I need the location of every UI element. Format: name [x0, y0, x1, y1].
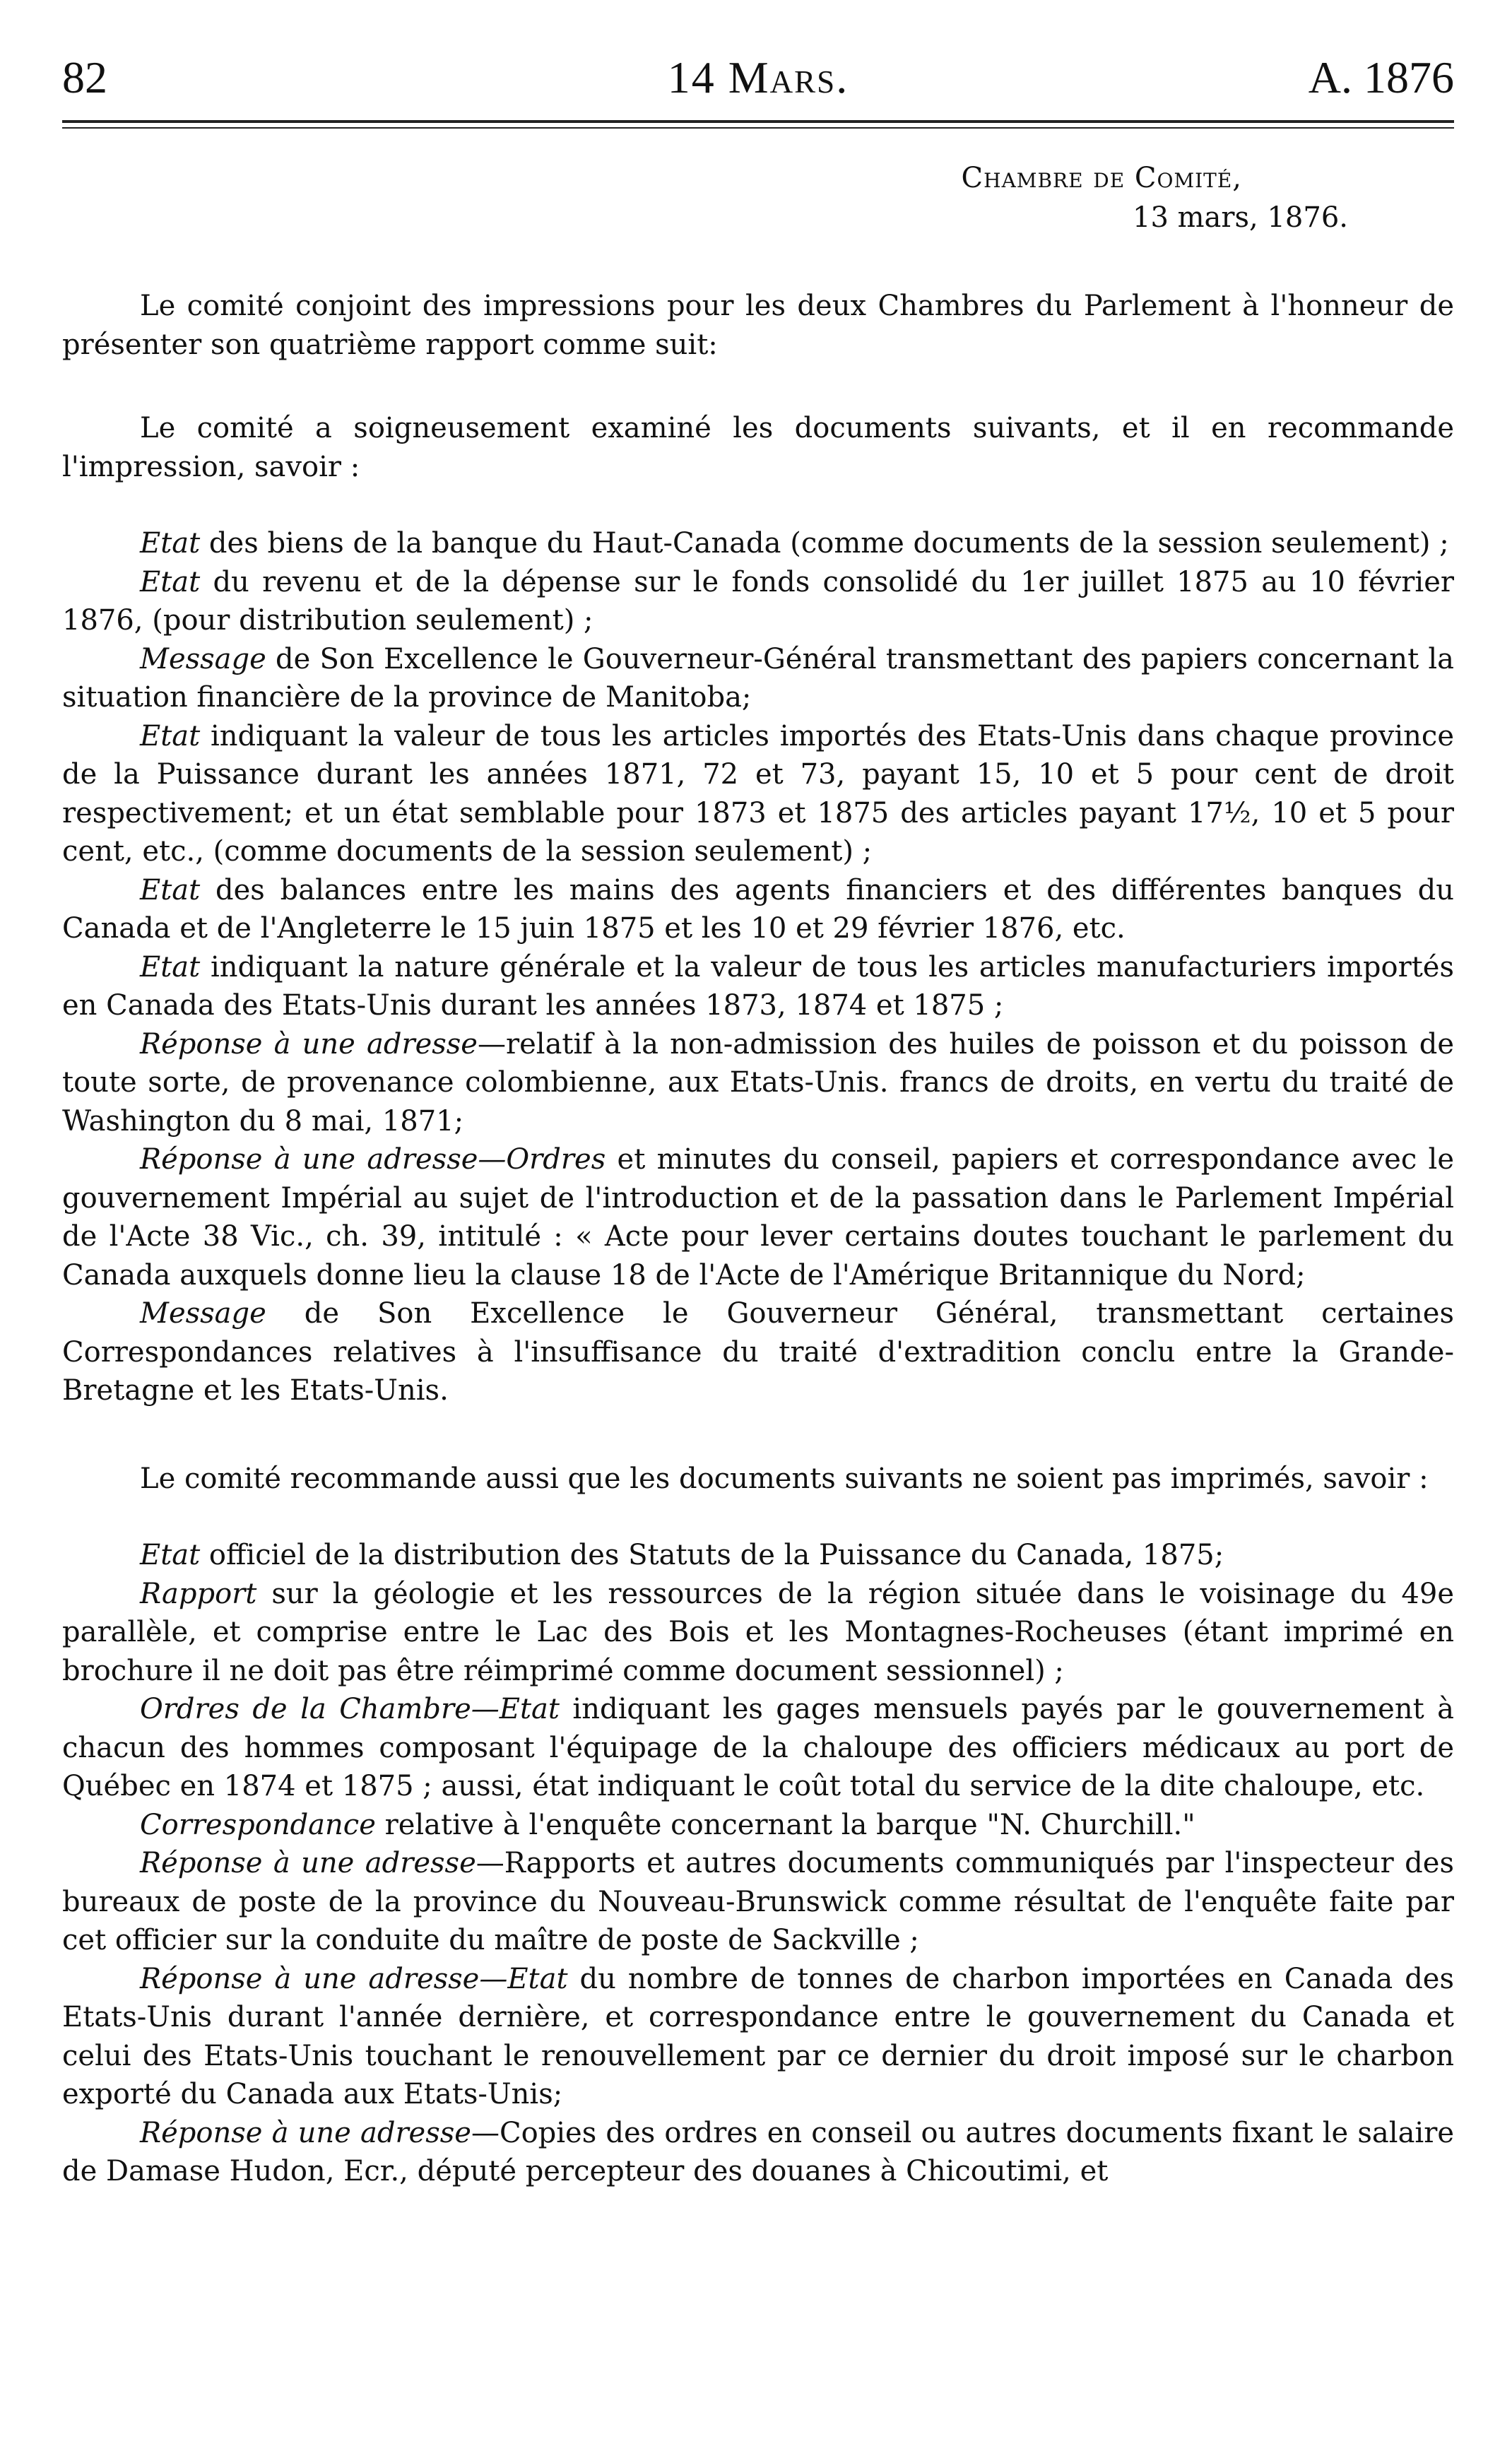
- entry-keyword: Réponse à une adresse: [140, 1027, 478, 1061]
- entry-keyword: Rapport: [140, 1577, 257, 1610]
- entry-keyword: Ordres de la Chambre—Etat: [140, 1693, 560, 1725]
- entry-keyword: Message: [140, 1297, 266, 1330]
- list-item: [62, 1960, 1454, 2114]
- running-head: [62, 42, 1454, 113]
- page: [62, 42, 1454, 2191]
- list-item: [62, 1294, 1454, 1410]
- list-item: [62, 1575, 1454, 1691]
- dateline-date: 13 mars, 1876.: [1133, 201, 1348, 234]
- entry-keyword: Etat: [140, 527, 201, 560]
- entry-text: des biens de la banque du Haut-Canada (comme documents de la session seulement) ;: [200, 527, 1449, 560]
- entry-text: relative à l'enquête concernant la barque "N. Churchill.": [375, 1808, 1195, 1841]
- entry-text: officiel de la distribution des Statuts de la Puissance du Canada, 1875;: [200, 1539, 1224, 1571]
- entry-text: sur la géologie et les ressources de la région située dans le voisinage du 49e parallèle, et comprise entre le Lac des Bois et les Montagnes-Rocheuses (étant imprimé en brochure il ne doit pas être réimprimé comme document sessionnel) ;: [62, 1577, 1454, 1687]
- entry-keyword: Etat: [140, 950, 201, 984]
- list-item: [62, 717, 1454, 871]
- entry-text: indiquant la valeur de tous les articles importés des Etats-Unis dans chaque province de la Puissance durant les années 1871, 72 et 73, payant 15, 10 et 5 pour cent de droit respectivement; et un état semblable pour 1873 et 1875 des articles payant 17½, 10 et 5 pour cent, etc., (comme documents de la session seulement) ;: [62, 719, 1454, 868]
- noprint-list: [62, 1536, 1454, 2191]
- print-list: [62, 524, 1454, 1410]
- entry-text: et minutes du conseil, papiers et correspondance avec le gouvernement Impérial au sujet de l'introduction et de la passation dans le Parlement Impérial de l'Acte 38 Vic., ch. 39, intitulé : « Acte pour lever certains doutes touchant le parlement du Canada auxquels donne lieu la clause 18 de l'Acte de l'Amérique Britannique du Nord;: [62, 1143, 1454, 1292]
- list-item: [62, 2114, 1454, 2191]
- dateline-place: Chambre de Comité,: [961, 162, 1242, 194]
- running-year: A. 1876: [1308, 52, 1454, 102]
- list-item: [62, 871, 1454, 948]
- entry-text: du nombre de tonnes de charbon importées en Canada des Etats-Unis durant l'année dernière, et correspondance entre le gouvernement du Canada et celui des Etats-Unis touchant le renouvellement par ce dernier du droit imposé sur le charbon exporté du Canada aux Etats-Unis;: [62, 1962, 1454, 2110]
- page-number: 82: [62, 52, 107, 102]
- list-item: [62, 1844, 1454, 1960]
- entry-keyword: Message: [140, 642, 266, 675]
- entry-keyword: Etat: [140, 565, 201, 598]
- recommend-not-print-paragraph: Le comité recommande aussi que les documents suivants ne soient pas imprimés, savoir :: [140, 1462, 1429, 1495]
- dateline: [62, 158, 1454, 237]
- list-item: [62, 563, 1454, 640]
- list-item: [62, 1536, 1454, 1575]
- header-rule: [62, 120, 1454, 129]
- list-item: [62, 1025, 1454, 1141]
- recommend-print-paragraph: Le comité a soigneusement examiné les documents suivants, et il en recommande l'impression, savoir :: [62, 412, 1454, 483]
- list-item: [62, 1140, 1454, 1294]
- list-item: [62, 948, 1454, 1025]
- entry-keyword: Réponse à une adresse: [140, 2116, 471, 2149]
- entry-keyword: Etat: [140, 719, 201, 752]
- entry-text: de Son Excellence le Gouverneur-Général transmettant des papiers concernant la situation financière de la province de Manitoba;: [62, 642, 1454, 714]
- entry-text: du revenu et de la dépense sur le fonds consolidé du 1er juillet 1875 au 10 février 1876, (pour distribution seulement) ;: [62, 565, 1454, 637]
- running-date: 14 Mars.: [667, 52, 849, 102]
- entry-text: indiquant la nature générale et la valeur de tous les articles manufacturiers importés en Canada des Etats-Unis durant les années 1873, 1874 et 1875 ;: [62, 950, 1454, 1022]
- entry-text: indiquant les gages mensuels payés par le gouvernement à chacun des hommes composant l'équipage de la chaloupe des officiers médicaux au port de Québec en 1874 et 1875 ; aussi, état indiquant le coût total du service de la dite chaloupe, etc.: [62, 1693, 1454, 1802]
- entry-text: —Rapports et autres documents communiqués par l'inspecteur des bureaux de poste de la province du Nouveau-Brunswick comme résultat de l'enquête faite par cet officier sur la conduite du maître de poste de Sackville ;: [62, 1847, 1454, 1956]
- intro-paragraph: Le comité conjoint des impressions pour les deux Chambres du Parlement à l'honneur de présenter son quatrième rapport comme suit:: [62, 290, 1454, 361]
- entry-text: —Copies des ordres en conseil ou autres documents fixant le salaire de Damase Hudon, Ecr., député percepteur des douanes à Chicoutimi, et: [62, 2116, 1454, 2187]
- entry-keyword: Réponse à une adresse: [140, 1847, 476, 1879]
- entry-keyword: Etat: [140, 873, 201, 906]
- entry-text: de Son Excellence le Gouverneur Général, transmettant certaines Correspondances relatives à l'insuffisance du traité d'extradition conclu entre la Grande-Bretagne et les Etats-Unis.: [62, 1297, 1454, 1407]
- list-item: [62, 1690, 1454, 1806]
- entry-text: —relatif à la non-admission des huiles de poisson et du poisson de toute sorte, de provenance colombienne, aux Etats-Unis. francs de droits, en vertu du traité de Washington du 8 mai, 1871;: [62, 1027, 1455, 1138]
- entry-keyword: Etat: [140, 1539, 201, 1571]
- list-item: [62, 1806, 1454, 1845]
- list-item: [62, 640, 1454, 717]
- entry-keyword: Réponse à une adresse—Etat: [140, 1962, 568, 1995]
- entry-keyword: Réponse à une adresse—Ordres: [140, 1143, 606, 1176]
- list-item: [62, 524, 1454, 563]
- entry-keyword: Correspondance: [140, 1808, 376, 1841]
- entry-text: des balances entre les mains des agents financiers et des différentes banques du Canada et de l'Angleterre le 15 juin 1875 et les 10 et 29 février 1876, etc.: [62, 873, 1454, 945]
